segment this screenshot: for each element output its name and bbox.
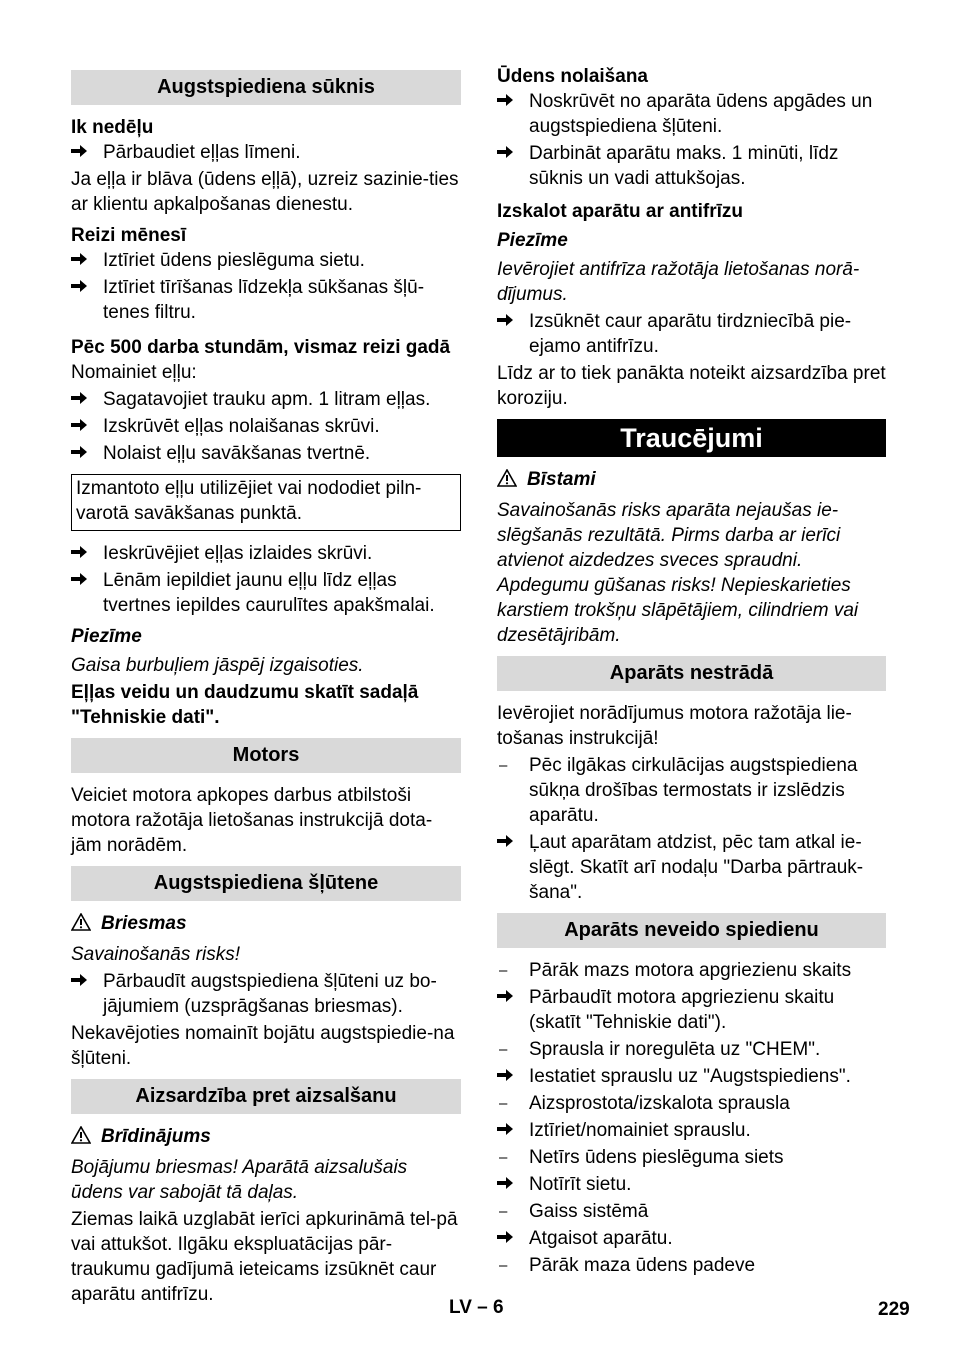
list-item: Iztīriet/nomainiet sprauslu.: [497, 1118, 886, 1143]
list-item: – Pēc ilgākas cirkulācijas augstspiediena sūkņa drošības termostats ir izslēdzis aparātu.: [499, 755, 858, 826]
arrow-icon: [71, 275, 103, 300]
dash-bullet: –: [499, 1257, 508, 1274]
list-item: Pārbaudīt augstspiediena šļūteni uz bo-jājumiem (uzsprāgšanas briesmas).: [71, 969, 461, 1019]
dash-bullet: –: [499, 962, 508, 979]
section-header-not-working: Aparāts nestrādā: [497, 656, 886, 691]
hazard-heading: Bīstami: [497, 467, 886, 494]
arrow-icon: [71, 387, 103, 412]
list-item: – Sprausla ir noregulēta uz "CHEM".: [499, 1039, 821, 1060]
section-header-no-pressure: Aparāts neveido spiedienu: [497, 913, 886, 948]
list-item: Izsūknēt caur aparātu tirdzniecībā pie-ejamo antifrīzu.: [497, 309, 886, 359]
note-text: Ievērojiet antifrīza ražotāja lietošanas norā-dījumus.: [497, 259, 860, 305]
list-item: Izskrūvēt eļļas nolaišanas skrūvi.: [71, 414, 461, 439]
section-header-motor: Motors: [71, 738, 461, 773]
arrow-icon: [71, 969, 103, 994]
arrow-icon: [497, 985, 529, 1010]
dash-bullet: –: [499, 1095, 508, 1112]
list-item: Ļaut aparātam atdzist, pēc tam atkal ie-slēgt. Skatīt arī nodaļu "Darba pārtrauk-šana".: [497, 830, 886, 905]
list-item: Iztīriet ūdens pieslēguma sietu.: [71, 248, 461, 273]
warning-text: Bojājumu briesmas! Aparātā aizsalušais ūdens var sabojāt tā daļas.: [71, 1157, 408, 1203]
dash-bullet: –: [499, 1041, 508, 1058]
dash-bullet: –: [499, 1203, 508, 1220]
monthly-title: Reizi mēnesī: [71, 225, 187, 246]
warning-triangle-icon: [71, 913, 91, 938]
list-item: – Netīrs ūdens pieslēguma siets: [499, 1147, 784, 1168]
list-item: Pārbaudiet eļļas līmeni.: [71, 140, 461, 165]
arrow-icon: [71, 541, 103, 566]
list-item: Lēnām iepildiet jaunu eļļu līdz eļļas tvertnes iepildes caurulītes apakšmalai.: [71, 568, 461, 618]
warning-heading: Brīdinājums: [71, 1124, 461, 1151]
arrow-icon: [497, 89, 529, 114]
hose-paragraph: Nekavējoties nomainīt bojātu augstspiedie-na šļūteni.: [71, 1023, 455, 1069]
flush-paragraph: Līdz ar to tiek panākta noteikt aizsardzība pret koroziju.: [497, 363, 886, 409]
section-header-hose: Augstspiediena šļūtene: [71, 866, 461, 901]
arrow-icon: [71, 568, 103, 593]
hazard-text: Savainošanās risks aparāta nejaušas ie-slēgšanās rezultātā. Pirms darba ar ierīci atvienot aizdedzes sveces spraudni. Apdegumu gūšanas risks! Nepieskarieties karstiem trokšņu slāpētājiem, cilindriem vai dzesētājribām.: [497, 500, 859, 646]
not-working-paragraph: Ievērojiet norādījumus motora ražotāja lie-tošanas instrukcijā!: [497, 703, 852, 749]
arrow-icon: [497, 1172, 529, 1197]
list-item: Sagatavojiet trauku apm. 1 litram eļļas.: [71, 387, 461, 412]
arrow-icon: [71, 441, 103, 466]
dash-bullet: –: [499, 757, 508, 774]
weekly-paragraph: Ja eļļa ir blāva (ūdens eļļā), uzreiz sazinie-ties ar klientu apkalpošanas dienestu.: [71, 169, 459, 215]
right-column: [497, 62, 886, 1280]
weekly-title: Ik nedēļu: [71, 117, 154, 138]
chapter-header-faults: Traucējumi: [497, 419, 886, 457]
flush-title: Izskalot aparātu ar antifrīzu: [497, 201, 744, 222]
footer-language-page: LV – 6: [449, 1297, 504, 1318]
list-item: Iestatiet sprauslu uz "Augstspiediens".: [497, 1064, 886, 1089]
list-item: Pārbaudīt motora apgriezienu skaitu (skatīt "Tehniskie dati").: [497, 985, 886, 1035]
arrow-icon: [497, 309, 529, 334]
list-item: Notīrīt sietu.: [497, 1172, 886, 1197]
frost-paragraph: Ziemas laikā uzglabāt ierīci apkurināmā tel-pā vai attukšot. Ilgāku ekspluatācijas pār-traukumu gadījumā ieteicams izsūknēt caur aparātu antifrīzu.: [71, 1209, 458, 1305]
drain-title: Ūdens nolaišana: [497, 66, 648, 87]
list-item: Ieskrūvējiet eļļas izlaides skrūvi.: [71, 541, 461, 566]
motor-text: Veiciet motora apkopes darbus atbilstoši motora ražotāja lietošanas instrukcijā dota-jām norādēm.: [71, 785, 433, 856]
list-item: – Pārāk maza ūdens padeve: [499, 1255, 756, 1276]
note-label: Piezīme: [71, 626, 142, 647]
arrow-icon: [497, 1118, 529, 1143]
list-item: – Gaiss sistēmā: [499, 1201, 649, 1222]
hours-title: Pēc 500 darba stundām, vismaz reizi gadā: [71, 337, 451, 358]
arrow-icon: [71, 140, 103, 165]
arrow-icon: [71, 248, 103, 273]
arrow-icon: [497, 1226, 529, 1251]
section-header-frost: Aizsardzība pret aizsalšanu: [71, 1079, 461, 1114]
warning-triangle-icon: [497, 469, 517, 494]
arrow-icon: [497, 1064, 529, 1089]
list-item: Darbināt aparātu maks. 1 minūti, līdz sūknis un vadi attukšojas.: [497, 141, 886, 191]
hours-intro: Nomainiet eļļu:: [71, 362, 197, 383]
danger-text: Savainošanās risks!: [71, 944, 240, 965]
dash-bullet: –: [499, 1149, 508, 1166]
disposal-notice-box: Izmantoto eļļu utilizējiet vai nododiet piln-varotā savākšanas punktā.: [71, 474, 461, 531]
arrow-icon: [71, 414, 103, 439]
danger-heading: Briesmas: [71, 911, 461, 938]
note-text: Gaisa burbuļiem jāspēj izgaisoties.: [71, 655, 364, 676]
list-item: – Pārāk mazs motora apgriezienu skaits: [499, 960, 852, 981]
list-item: Nolaist eļļu savākšanas tvertnē.: [71, 441, 461, 466]
arrow-icon: [497, 141, 529, 166]
left-column: [71, 62, 461, 1309]
list-item: Noskrūvēt no aparāta ūdens apgādes un augstspiediena šļūteni.: [497, 89, 886, 139]
arrow-icon: [497, 830, 529, 855]
footer-page-number: 229: [878, 1299, 910, 1320]
section-header-pump: Augstspiediena sūknis: [71, 70, 461, 105]
oil-reference: Eļļas veidu un daudzumu skatīt sadaļā "Tehniskie dati".: [71, 682, 419, 728]
note-label: Piezīme: [497, 230, 568, 251]
warning-triangle-icon: [71, 1126, 91, 1151]
list-item: – Aizsprostota/izskalota sprausla: [499, 1093, 790, 1114]
list-item: Iztīriet tīrīšanas līdzekļa sūkšanas šļū-tenes filtru.: [71, 275, 461, 325]
list-item: Atgaisot aparātu.: [497, 1226, 886, 1251]
